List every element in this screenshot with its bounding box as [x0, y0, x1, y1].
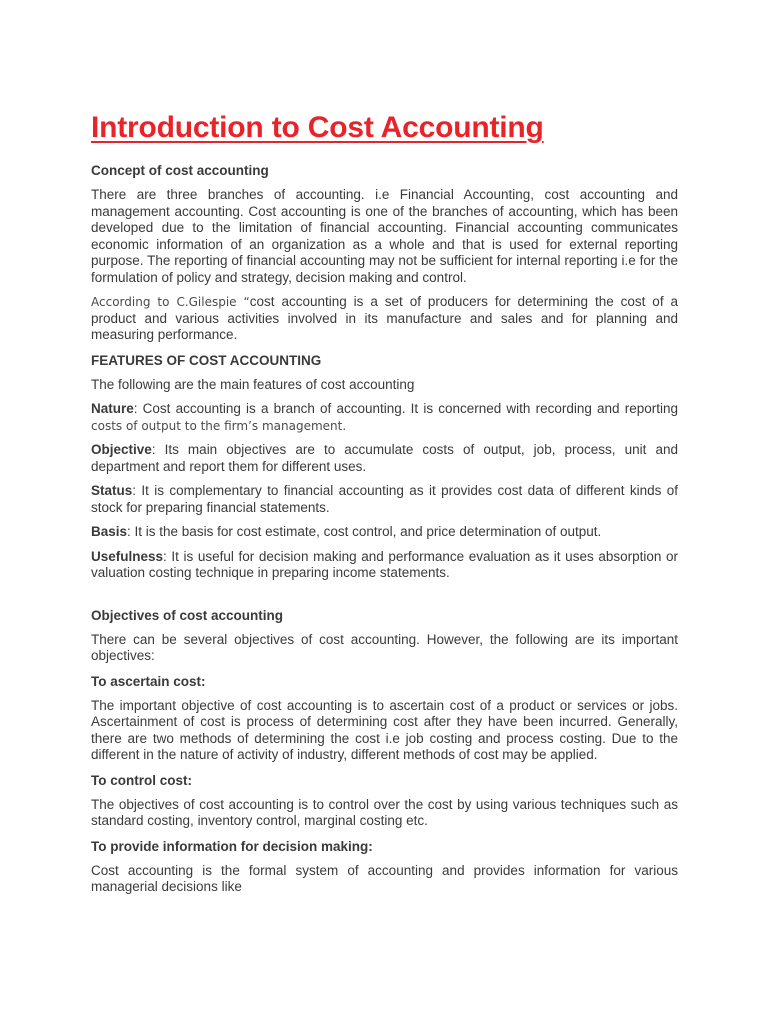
objectives-heading: Objectives of cost accounting [91, 607, 284, 623]
control-cost-heading: To control cost: [91, 772, 192, 788]
feature-item-usefulness [91, 549, 678, 582]
feature-term: Status [91, 483, 133, 498]
feature-text: : It is the basis for cost estimate, cost control, and price determination of output. [127, 524, 602, 539]
features-intro: The following are the main features of cost accounting [91, 376, 415, 392]
decision-making-heading: To provide information for decision making: [91, 838, 373, 854]
feature-term: Basis [91, 524, 128, 539]
control-cost-text: The objectives of cost accounting is to control over the cost by using various techniques such as standard costing, inventory control, marginal costing etc. [91, 796, 678, 828]
concept-paragraph-1: There are three branches of accounting. i.e Financial Accounting, cost accounting and management accounting. Cost accounting is one of the branches of accounting, which has been developed due to the limitation of financial accounting. Financial accounting communicates economic information of an organization as a whole and that is used for external reporting purpose. The reporting of financial accounting may not be sufficient for internal reporting i.e for the formulation of policy and strategy, decision making and control. [91, 187, 678, 285]
concept-paragraph-2 [91, 294, 678, 344]
feature-item-nature [91, 401, 678, 434]
feature-text: : Cost accounting is a branch of accounting. It is concerned with recording and reporting [133, 401, 678, 416]
feature-text: : It is useful for decision making and performance evaluation as it uses absorption or valuation costing technique in preparing income statements. [91, 548, 678, 580]
page-title: Introduction to Cost Accounting [91, 111, 544, 144]
feature-item-objective [91, 442, 678, 475]
ascertain-cost-heading: To ascertain cost: [91, 673, 206, 689]
features-heading: FEATURES OF COST ACCOUNTING [91, 352, 322, 368]
feature-text: : It is complementary to financial accounting as it provides cost data of different kinds of stock for preparing financial statements. [91, 483, 678, 515]
concept-heading: Concept of cost accounting [91, 163, 269, 178]
decision-making-text: Cost accounting is the formal system of accounting and provides information for various managerial decisions like [91, 862, 678, 894]
feature-text: : Its main objectives are to accumulate costs of output, job, process, unit and department and report them for different uses. [91, 442, 678, 474]
document-content [91, 108, 678, 904]
objectives-intro: There can be several objectives of cost accounting. However, the following are its important objectives: [91, 631, 678, 663]
quote-lead: According to C.Gilespie “ [91, 295, 250, 309]
quote-body: cost accounting is a set of producers for determining the cost of a product and various activities involved in its manufacture and sales and for planning and measuring performance. [91, 294, 678, 342]
section-spacer [91, 590, 678, 607]
ascertain-cost-text: The important objective of cost accounting is to ascertain cost of a product or services or jobs. Ascertainment of cost is process of determining cost after they have been incurred. Generally, there are two methods of determining the cost i.e job costing and process costing. Due to the different in the nature of activity of industry, different methods of cost may be applied. [91, 697, 678, 762]
feature-text-alt: costs of output to the firm’s management. [91, 418, 347, 433]
feature-item-basis [91, 524, 678, 541]
feature-item-status [91, 483, 678, 516]
feature-term: Objective [91, 442, 152, 457]
feature-term: Nature [91, 401, 134, 416]
feature-term: Usefulness [91, 548, 164, 564]
